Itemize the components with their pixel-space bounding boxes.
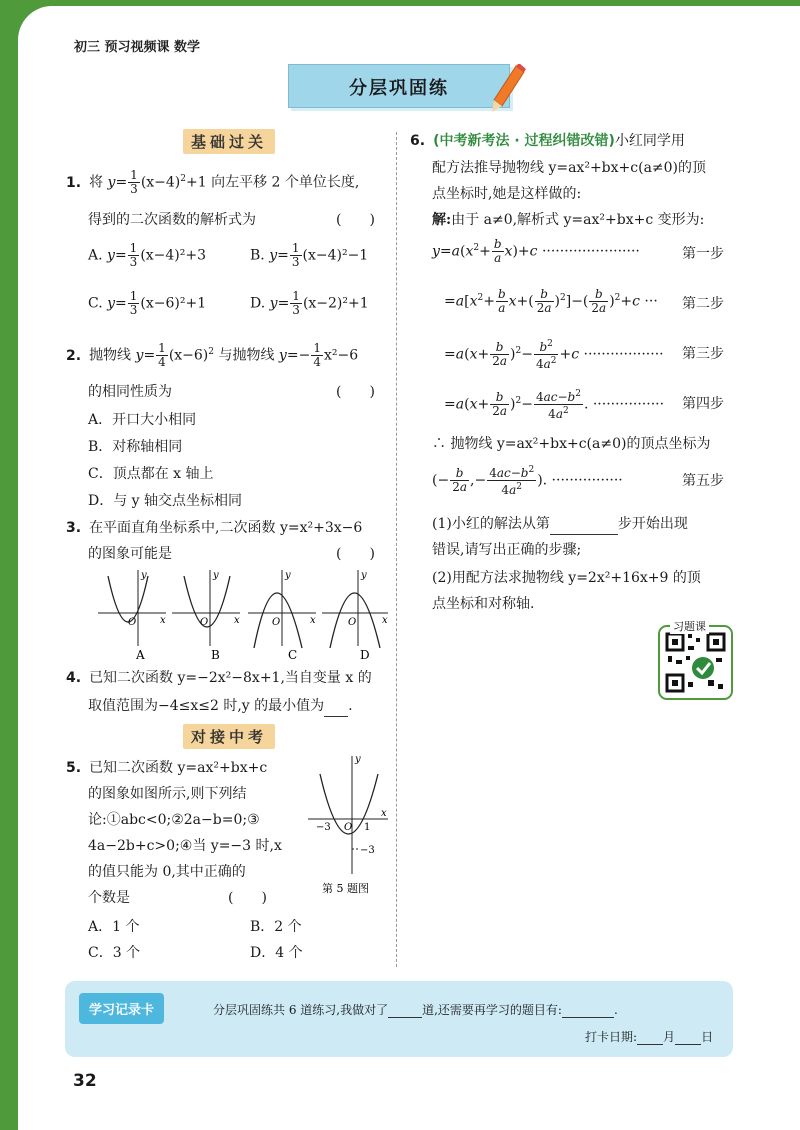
graph-label-c: C — [288, 648, 298, 662]
q3-line1: 3. 在平面直角坐标系中,二次函数 y=x²+3x−6 — [66, 520, 363, 536]
q1-line1: 1. 将 y= $\frac{1}{3}$ $(x-4)^2+1$ 向左平移 2 个单位长度, — [66, 168, 360, 197]
svg-text:O: O — [348, 617, 357, 628]
q6-sub1-line2: 错误,请写出正确的步骤; — [432, 542, 582, 558]
q2-option-d[interactable]: D．与 y 轴交点坐标相同 — [88, 493, 243, 509]
svg-text:x: x — [234, 615, 240, 626]
q2-number: 2. — [66, 347, 82, 364]
svg-text:−3: −3 — [316, 822, 331, 833]
q3-graphs — [98, 568, 388, 663]
record-tag: 学习记录卡 — [79, 993, 164, 1024]
section-exam: 对接中考 — [183, 724, 275, 749]
q5-option-c[interactable]: C．3 个 — [88, 945, 141, 961]
record-correct-blank[interactable] — [388, 1003, 422, 1018]
q5-option-d[interactable]: D．4 个 — [250, 945, 303, 961]
q4-number: 4. — [66, 670, 82, 686]
title-banner — [288, 64, 510, 108]
step-4-label: 第四步 — [682, 396, 724, 412]
svg-text:−3: −3 — [360, 845, 375, 856]
svg-text:x: x — [381, 808, 387, 819]
q4-answer-blank[interactable] — [324, 696, 348, 717]
q1-option-d[interactable]: D. y= $\frac{1}{3}$ (x−2)²+1 — [250, 289, 369, 317]
svg-text:y: y — [213, 570, 219, 581]
q5-line1: 5. 已知二次函数 y=ax²+bx+c — [66, 760, 268, 776]
page-title: 分层巩固练 — [349, 78, 449, 99]
q2-line2: 的相同性质为 — [88, 384, 172, 400]
record-review-blank[interactable] — [562, 1003, 614, 1018]
q5-figure — [308, 754, 388, 899]
svg-text:y: y — [141, 570, 147, 581]
q4-line2: 取值范围为−4≤x≤2 时,y 的最小值为 . — [88, 696, 353, 717]
svg-text:y: y — [361, 570, 367, 581]
svg-text:O: O — [128, 617, 137, 628]
record-day-blank[interactable] — [675, 1030, 701, 1045]
q5-number: 5. — [66, 760, 82, 776]
page-number: 32 — [73, 1071, 97, 1091]
svg-text:x: x — [310, 615, 316, 626]
q6-conclusion: ∴ 抛物线 y=ax²+bx+c(a≠0)的顶点坐标为 — [432, 436, 711, 452]
q6-line1: 6. (中考新考法 · 过程纠错改错)小红同学用 — [410, 133, 685, 149]
q2-option-a[interactable]: A．开口大小相同 — [88, 412, 197, 428]
step-5: (− $\frac{b}{2a}$ ,− $\frac{4ac-b^2}{4a^2}$ ). ················ — [432, 465, 623, 497]
q6-number: 6. — [410, 133, 426, 149]
q2-paren: ( ) — [336, 384, 375, 400]
record-month-blank[interactable] — [637, 1030, 663, 1045]
svg-text:O: O — [200, 617, 209, 628]
q4-line1: 4. 已知二次函数 y=−2x²−8x+1,当自变量 x 的 — [66, 670, 372, 686]
q2-option-b[interactable]: B．对称轴相同 — [88, 439, 183, 455]
q6-sub2-line2: 点坐标和对称轴. — [432, 596, 535, 612]
q6-line3: 点坐标时,她是这样做的: — [432, 186, 582, 202]
step-1-label: 第一步 — [682, 246, 724, 262]
page-header: 初三 预习视频课 数学 — [74, 40, 201, 55]
step-5-label: 第五步 — [682, 473, 724, 489]
q5-option-b[interactable]: B．2 个 — [250, 919, 302, 935]
svg-text:1: 1 — [364, 822, 371, 833]
column-divider — [396, 132, 397, 967]
q6-tag: (中考新考法 · 过程纠错改错) — [433, 133, 615, 149]
q3-paren: ( ) — [336, 546, 375, 562]
q6-sub2: (2)用配方法求抛物线 y=2x²+16x+9 的顶 — [432, 570, 701, 586]
q1-line2: 得到的二次函数的解析式为 — [88, 212, 256, 228]
q5-line3: 论:①abc<0;②2a−b=0;③ — [88, 812, 260, 828]
q5-fig-caption: 第 5 题图 — [322, 882, 369, 895]
svg-text:O: O — [344, 822, 353, 833]
step-1: $y=a(x^2+$ $\frac{b}{a}$ x)+c ······················ — [432, 237, 640, 265]
q5-line5: 的值只能为 0,其中正确的 — [88, 864, 246, 880]
study-record-card — [65, 981, 733, 1057]
pencil-icon — [488, 64, 528, 114]
graph-d[interactable] — [322, 570, 388, 648]
graph-label-b: B — [211, 648, 220, 662]
q5-paren: ( ) — [228, 890, 267, 906]
svg-text:O: O — [272, 617, 281, 628]
q1-paren: ( ) — [336, 212, 375, 228]
svg-text:y: y — [355, 754, 361, 765]
page — [18, 6, 800, 1130]
q6-sub1: (1)小红的解法从第 步开始出现 — [432, 514, 688, 535]
svg-text:x: x — [382, 615, 388, 626]
graph-label-a: A — [136, 648, 145, 662]
qr-label: 习题课 — [670, 618, 709, 634]
q6-line2: 配方法推导抛物线 y=ax²+bx+c(a≠0)的顶 — [432, 160, 707, 176]
step-2: $=a[x^2+$ $\frac{b}{a}$ x+( $\frac{b}{2a}$ )$^2$]−( $\frac{b}{2a}$ )$^2$+c ··· — [444, 287, 658, 315]
q6-step-blank[interactable] — [550, 514, 618, 535]
step-3: =a(x+ $\frac{b}{2a}$ )$^2$− $\frac{b^2}{4a^2}$ +c ·················· — [444, 339, 664, 371]
step-3-label: 第三步 — [682, 346, 724, 362]
q6-solve: 解:由于 a≠0,解析式 y=ax²+bx+c 变形为: — [432, 212, 705, 228]
svg-text:y: y — [285, 570, 291, 581]
graph-c[interactable] — [248, 570, 316, 648]
q5-line2: 的图象如图所示,则下列结 — [88, 786, 247, 802]
q2-option-c[interactable]: C．顶点都在 x 轴上 — [88, 466, 214, 482]
graph-a[interactable] — [98, 570, 166, 646]
q1-option-b[interactable]: B. y= $\frac{1}{3}$ (x−4)²−1 — [250, 241, 369, 269]
step-4: =a(x+ $\frac{b}{2a}$ )$^2$− $\frac{4ac-b^2}{4a^2}$ . ················ — [444, 389, 665, 421]
graph-label-d: D — [360, 648, 370, 662]
record-line2: 打卡日期: 月 日 — [585, 1030, 714, 1044]
q5-line6: 个数是 — [88, 890, 130, 906]
record-line1: 分层巩固练共 6 道练习,我做对了 道,还需要再学习的题目有: . — [213, 1003, 618, 1017]
section-basic: 基础过关 — [183, 129, 275, 154]
q3-line2: 的图象可能是 — [88, 546, 172, 562]
q1-number: 1. — [66, 174, 82, 191]
q3-number: 3. — [66, 520, 82, 536]
qr-code[interactable] — [658, 620, 733, 700]
step-2-label: 第二步 — [682, 296, 724, 312]
q1-option-c[interactable]: C. y= $\frac{1}{3}$ (x−6)²+1 — [88, 289, 207, 317]
q5-line4: 4a−2b+c>0;④当 y=−3 时,x — [88, 838, 282, 854]
q2-line1: 2. 抛物线 y= $\frac{1}{4}$ $(x-6)^2$ 与抛物线 y=− $\frac{1}{4}$ x²−6 — [66, 341, 359, 370]
q1-option-a[interactable]: A. y= $\frac{1}{3}$ (x−4)²+3 — [88, 241, 207, 269]
q5-option-a[interactable]: A．1 个 — [88, 919, 140, 935]
svg-text:x: x — [160, 615, 166, 626]
graph-b[interactable] — [172, 570, 240, 646]
